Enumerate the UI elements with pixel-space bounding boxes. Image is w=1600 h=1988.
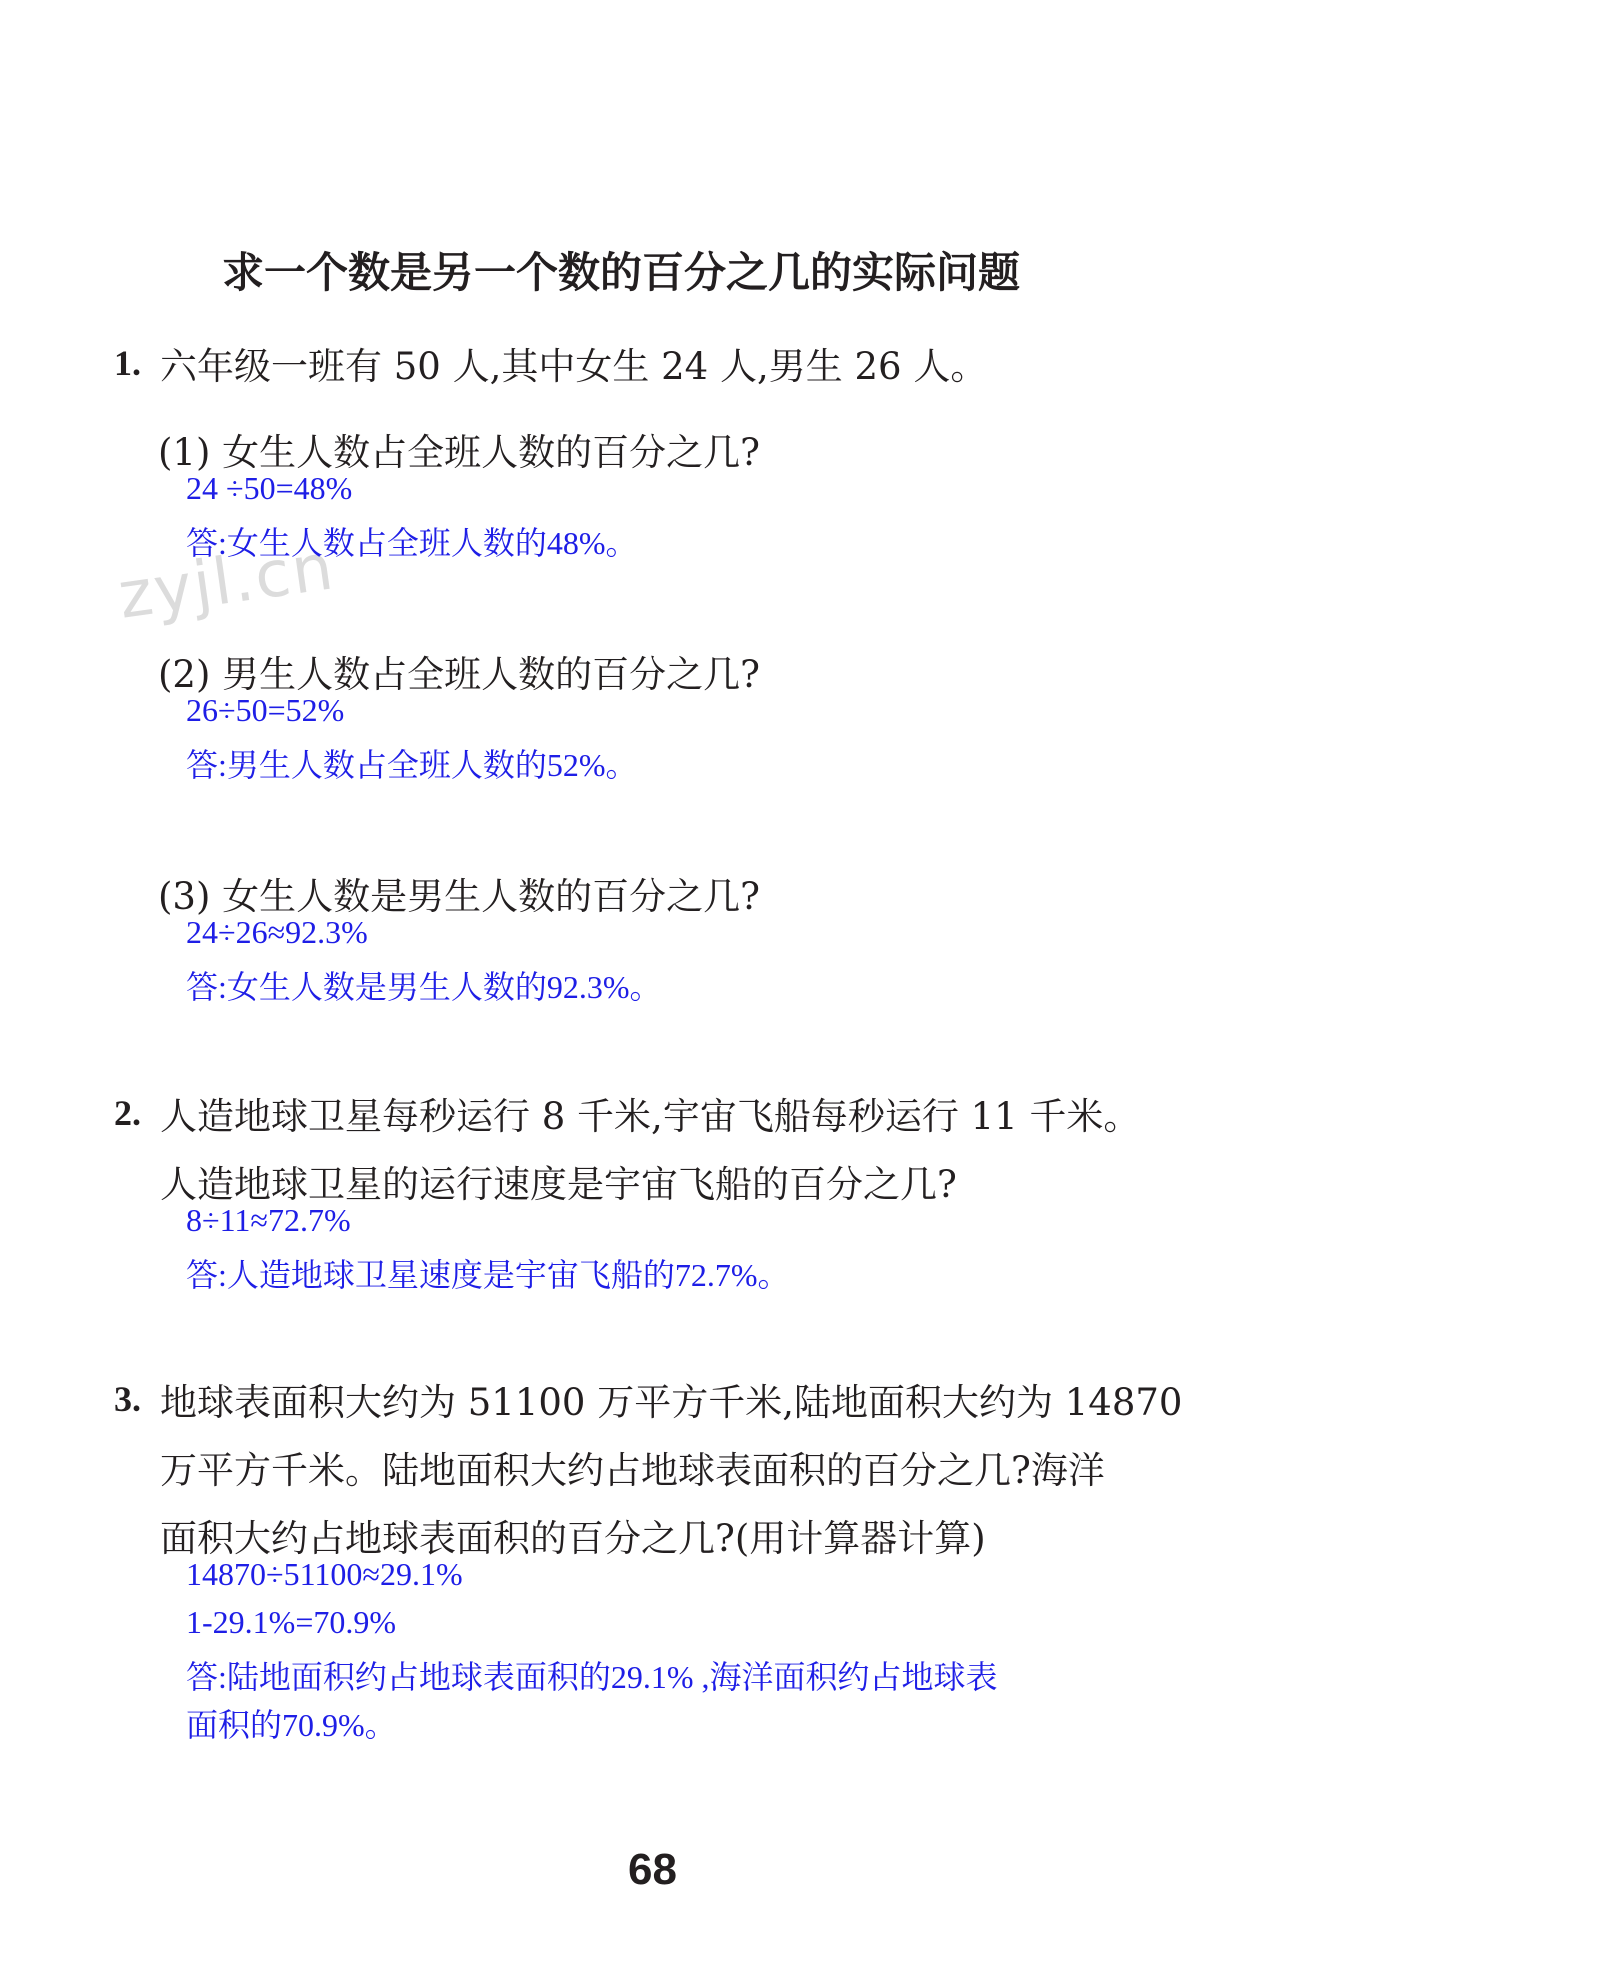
q1-part2-answer: 答:男生人数占全班人数的52%。	[186, 747, 638, 783]
q2-answer: 答:人造地球卫星速度是宇宙飞船的72.7%。	[186, 1257, 790, 1293]
q3-answer-line1: 答:陆地面积约占地球表面积的29.1% ,海洋面积约占地球表	[186, 1659, 998, 1695]
q3-answer-line2: 面积的70.9%。	[186, 1707, 397, 1743]
q3-calculation-1: 14870÷51100≈29.1%	[186, 1556, 463, 1592]
q1-part3-calculation: 24÷26≈92.3%	[186, 914, 368, 950]
question-3-line1: 地球表面积大约为 51100 万平方千米,陆地面积大约为 14870	[160, 1381, 1183, 1424]
q1-part3-label: (3) 女生人数是男生人数的百分之几?	[158, 875, 761, 918]
page-number: 68	[628, 1845, 677, 1894]
q1-part1-answer: 答:女生人数占全班人数的48%。	[186, 525, 638, 561]
q2-calculation: 8÷11≈72.7%	[186, 1202, 351, 1238]
watermark-text: zyjl.cn	[113, 530, 340, 634]
question-2-number: 2.	[114, 1093, 141, 1133]
question-3-line2: 万平方千米。陆地面积大约占地球表面积的百分之几?海洋	[160, 1449, 1105, 1492]
question-1-number: 1.	[114, 343, 141, 383]
question-2-line2: 人造地球卫星的运行速度是宇宙飞船的百分之几?	[160, 1163, 957, 1206]
q1-part1-calculation: 24 ÷50=48%	[186, 470, 353, 506]
q1-part3-answer: 答:女生人数是男生人数的92.3%。	[186, 969, 662, 1005]
q1-part2-label: (2) 男生人数占全班人数的百分之几?	[158, 653, 761, 696]
q1-part2-calculation: 26÷50=52%	[186, 692, 345, 728]
question-3-number: 3.	[114, 1379, 141, 1419]
q3-calculation-2: 1-29.1%=70.9%	[186, 1604, 397, 1640]
question-2-line1: 人造地球卫星每秒运行 8 千米,宇宙飞船每秒运行 11 千米。	[160, 1095, 1141, 1138]
page-title: 求一个数是另一个数的百分之几的实际问题	[222, 248, 1021, 297]
question-3-line3: 面积大约占地球表面积的百分之几?(用计算器计算)	[160, 1517, 986, 1560]
q1-part1-label: (1) 女生人数占全班人数的百分之几?	[158, 431, 761, 474]
question-1-text: 六年级一班有 50 人,其中女生 24 人,男生 26 人。	[160, 345, 988, 388]
